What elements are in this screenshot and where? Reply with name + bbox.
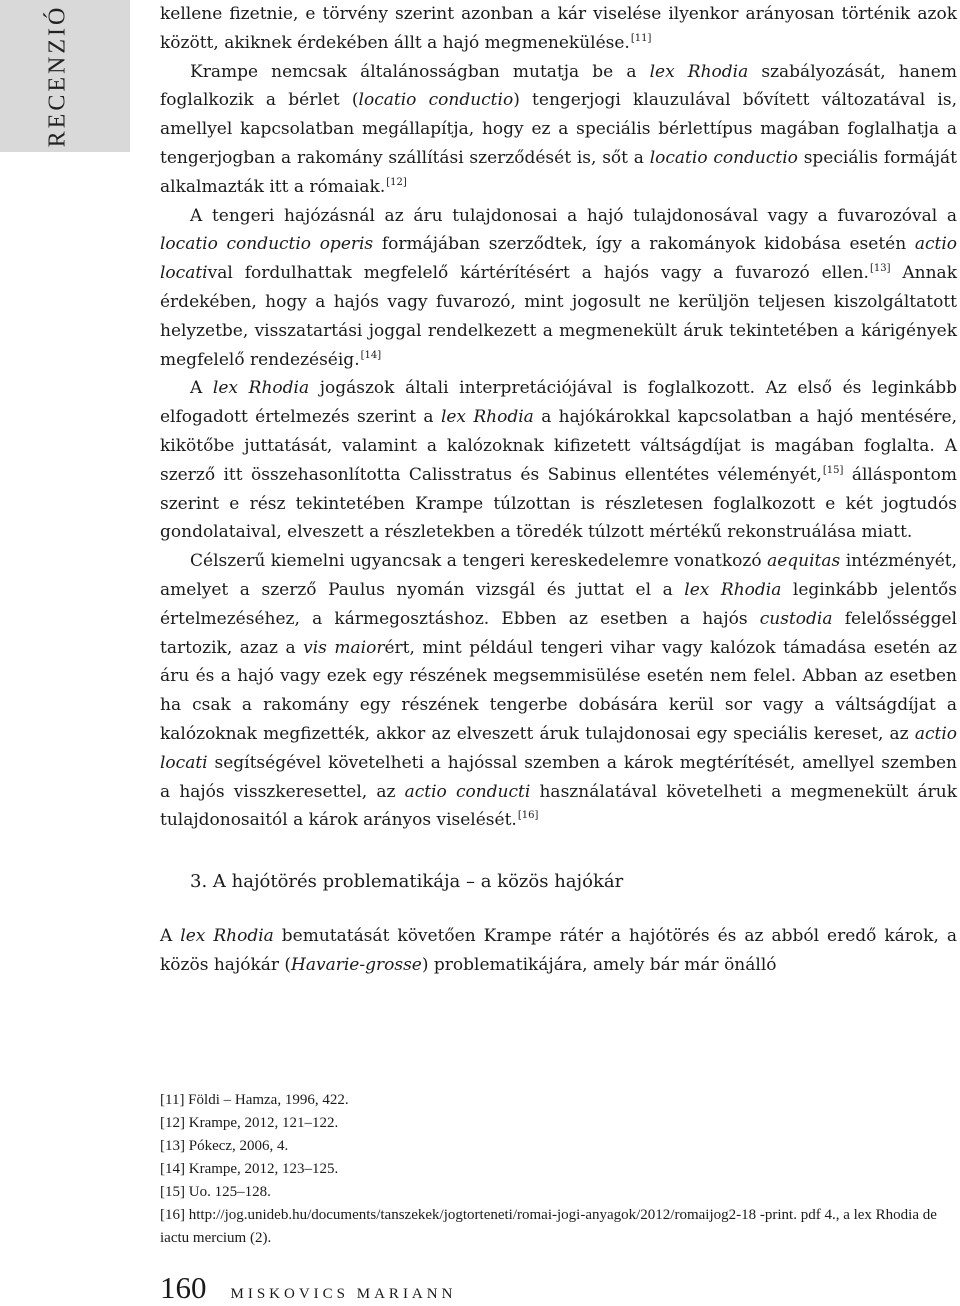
page-footer [160, 1270, 456, 1306]
italic-term: lex Rhodia [684, 579, 782, 600]
text-run: használatával követelheti a megmenekült áruk tulajdonosaitól a károk arányos viselését. [160, 781, 958, 831]
italic-term: lex Rhodia [649, 61, 749, 82]
body-paragraphs [160, 0, 957, 835]
text-run: formájában szerződtek, így a rakományok kidobása esetén [373, 234, 915, 255]
paragraph [160, 0, 957, 58]
text-run: leginkább jelentős értelmezéséhez, a kármegosztáshoz. Ebben az esetben a hajós [160, 579, 957, 629]
text-run: álláspontom szerint e rész tekintetében Krampe túlzottan is részletesen foglalkozott e két jogtudós gondolataival, elveszett a részletekben a töredék túlzott mértékű rekonstruálása miatt. [160, 464, 957, 543]
footnote-ref[interactable]: [12] [386, 176, 407, 188]
italic-term: actio locati [160, 234, 958, 284]
section-body [160, 922, 957, 980]
text-run: ) tengerjogi klauzulával bővített változatával is, amellyel kapcsolatban megállapítja, hogy ez a speciális bérlettípus magában foglalhatja a tengerjogban a rakomány szállítási szerződését is, sőt a [160, 90, 957, 168]
paragraph [160, 922, 957, 980]
footnote-item: [12] Krampe, 2012, 121–122. [160, 1115, 339, 1131]
section-tab-label: RECENZIÓ [44, 4, 71, 148]
footnote-item: [15] Uo. 125–128. [160, 1184, 271, 1200]
text-run: szabályozását, hanem foglalkozik a bérlet ( [160, 61, 957, 111]
text-run: Célszerű kiemelni ugyancsak a tengeri kereskedelemre vonatkozó [190, 551, 768, 572]
italic-term: actio locati [160, 723, 957, 773]
text-run: val fordulhattak megfelelő kártérítésért a hajós vagy a fuvarozó ellen. [207, 263, 869, 284]
text-run: Annak érdekében, hogy a hajós vagy fuvarozó, mint jogosult ne kerüljön teljesen kiszolgáltatott helyzetbe, visszatartási joggal rendelkezett a megmenekült áruk tekintetében a kárigények megfelelő rendezéséig. [160, 263, 957, 370]
footnote-item: [11] Földi – Hamza, 1996, 422. [160, 1092, 349, 1108]
running-author: MISKOVICS MARIANN [230, 1286, 457, 1302]
paragraph [160, 374, 957, 547]
text-run: speciális formáját alkalmazták itt a rómaiak. [160, 147, 957, 197]
text-run: intézményét, amelyet a szerző Paulus nyomán vizsgál és juttat el a [160, 551, 958, 600]
text-run: A tengeri hajózásnál az áru tulajdonosai a hajó tulajdonosával vagy a fuvarozóval a [190, 205, 957, 226]
section-heading: 3. A hajótörés problematikája – a közös hajókár [190, 871, 624, 893]
text-run: ) problematikájára, amely bár már önálló [421, 954, 777, 975]
footnote-item: [14] Krampe, 2012, 123–125. [160, 1161, 339, 1177]
italic-term: lex Rhodia [180, 926, 274, 947]
footnote-item: [13] Pókecz, 2006, 4. [160, 1138, 289, 1154]
article-body [160, 0, 957, 980]
page-number: 160 [160, 1270, 207, 1305]
text-run: jogászok általi interpretációjával is foglalkozott. Az első és leginkább elfogadott értelmezés szerint a [160, 378, 957, 428]
text-run: kellene fizetnie, e törvény szerint azonban a kár viselése ilyenkor arányosan történik azok között, akiknek érdekében állt a hajó megmenekülése. [160, 4, 957, 53]
footnote-ref[interactable]: [15] [822, 464, 844, 476]
footnote-ref[interactable]: [13] [869, 263, 891, 275]
text-run: segítségével követelheti a hajóssal szemben a károk megtérítését, amellyel szemben a hajós visszkeresettel, az [160, 752, 957, 802]
italic-term: lex Rhodia [440, 407, 534, 428]
footnote-ref[interactable]: [14] [360, 349, 382, 361]
text-run: A [190, 378, 213, 399]
text-run: ért, mint például tengeri vihar vagy kalózok támadása esetén az áru és a hajó vagy ezek egy részének megsemmisülése esetén nem felel. Abban az esetben ha csak a rakomány egy részének tengerbe dobására kerül sor vagy a váltságdíjat a kalózoknak megfizették, akkor az elveszett áruk tulajdonosai egy speciális kereset, az [160, 637, 957, 744]
italic-term: lex Rhodia [212, 378, 310, 399]
text-run: felelősséggel tartozik, azaz a [160, 608, 957, 658]
paragraph [160, 202, 957, 375]
italic-term: custodia [759, 608, 833, 629]
italic-term: locatio conductio operis [160, 234, 374, 255]
section-tab [0, 0, 130, 152]
paragraph [160, 58, 957, 202]
italic-term: locatio conductio [358, 90, 514, 111]
italic-term: locatio conductio [649, 147, 798, 168]
footnotes [160, 1089, 957, 1250]
italic-term: vis maior [303, 637, 385, 658]
footnote-item: [16] http://jog.unideb.hu/documents/tanszekek/jogtorteneti/romai-jogi-anyagok/2012/romaijog2-18 -print. pdf 4., a lex Rhodia de iactu mercium (2). [160, 1207, 937, 1246]
footnote-ref[interactable]: [11] [630, 32, 652, 44]
text-run: A [160, 926, 181, 947]
italic-term: aequitas [767, 551, 841, 572]
text-run: bemutatását követően Krampe rátér a hajótörés és az abból eredő károk, a közös hajókár ( [160, 926, 957, 975]
italic-term: actio conducti [404, 781, 531, 802]
text-run: Krampe nemcsak általánosságban mutatja be a [190, 61, 650, 82]
italic-term: Havarie-grosse [291, 954, 422, 975]
footnote-ref[interactable]: [16] [517, 810, 539, 822]
text-run: a hajókárokkal kapcsolatban a hajó mentésére, kikötőbe juttatását, valamint a kalózoknak kifizetett váltságdíjat is magában foglalta. A szerző itt összehasonlította Calisstratus és Sabinus ellentétes véleményét, [160, 407, 957, 485]
paragraph [160, 547, 957, 835]
